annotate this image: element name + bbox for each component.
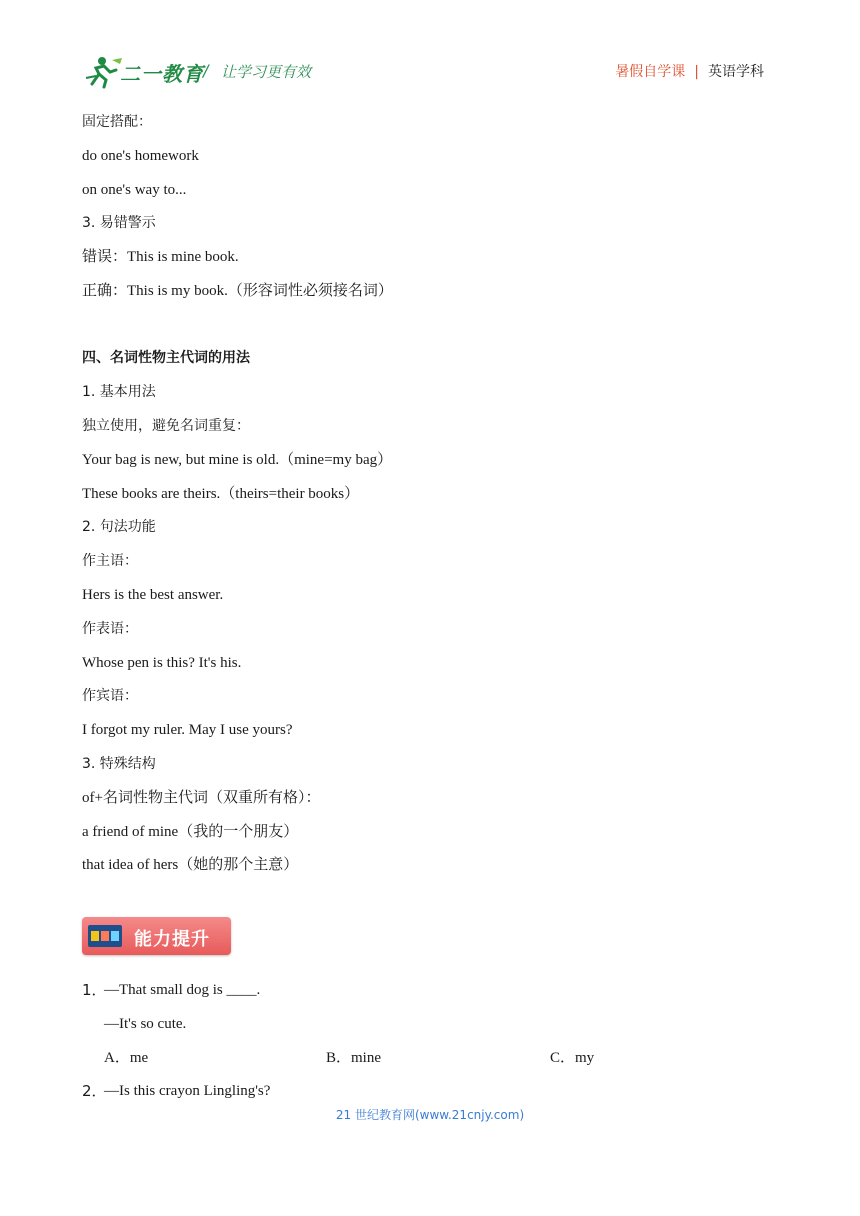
text-line: a friend of mine（我的一个朋友） xyxy=(82,824,299,840)
text-line: These books are theirs.（theirs=their books） xyxy=(82,486,360,502)
question-text: —That small dog is ____. xyxy=(104,982,261,998)
text-line: 作主语： xyxy=(82,553,138,569)
text-line: do one's homework xyxy=(82,148,199,164)
text-line: I forgot my ruler. May I use yours? xyxy=(82,722,293,738)
text-line: 作宾语： xyxy=(82,688,138,704)
text-line: Whose pen is this? It's his. xyxy=(82,655,242,671)
option-a: A．me xyxy=(104,1050,149,1066)
slogan-separator: / xyxy=(203,61,209,80)
text-line: 1. 基本用法 xyxy=(82,384,156,400)
question-number: 2． xyxy=(82,1082,107,1100)
text-line: Hers is the best answer. xyxy=(82,587,224,603)
question-number: 1． xyxy=(82,981,107,999)
ability-banner xyxy=(82,917,231,955)
question-text: —It's so cute. xyxy=(104,1016,187,1032)
text-line: 固定搭配： xyxy=(82,114,152,130)
text-line: 独立使用，避免名词重复： xyxy=(82,418,250,434)
page-footer: 21 世纪教育网(www.21cnjy.com) xyxy=(335,1108,525,1122)
text-line: 3. 特殊结构 xyxy=(82,756,156,772)
text-line: 错误：This is mine book. xyxy=(82,249,239,265)
course-label: 暑假自学课 xyxy=(615,64,686,80)
question-text: —Is this crayon Lingling's? xyxy=(104,1083,271,1099)
logo-text: 二一教育 xyxy=(120,62,204,86)
text-line: 作表语： xyxy=(82,621,138,637)
header-course-info xyxy=(615,61,764,81)
option-b: B．mine xyxy=(326,1050,381,1066)
text-line: 正确：This is my book.（形容词性必须接名词） xyxy=(82,283,393,299)
banner-label: 能力提升 xyxy=(134,929,210,950)
text-line: Your bag is new, but mine is old.（mine=my bag） xyxy=(82,452,393,468)
subject-label: 英语学科 xyxy=(708,64,764,80)
slogan: 让学习更有效 xyxy=(221,63,312,81)
section-title: 四、名词性物主代词的用法 xyxy=(82,350,250,366)
text-line: of+名词性物主代词（双重所有格）： xyxy=(82,790,321,806)
text-line: 3. 易错警示 xyxy=(82,215,156,231)
header-separator: | xyxy=(694,64,699,80)
colored-blocks-icon xyxy=(88,925,122,947)
page-header xyxy=(0,0,860,100)
text-line: 2. 句法功能 xyxy=(82,519,156,535)
text-line: that idea of hers（她的那个主意） xyxy=(82,857,299,873)
option-c: C．my xyxy=(550,1050,595,1066)
text-line: on one's way to... xyxy=(82,182,187,198)
